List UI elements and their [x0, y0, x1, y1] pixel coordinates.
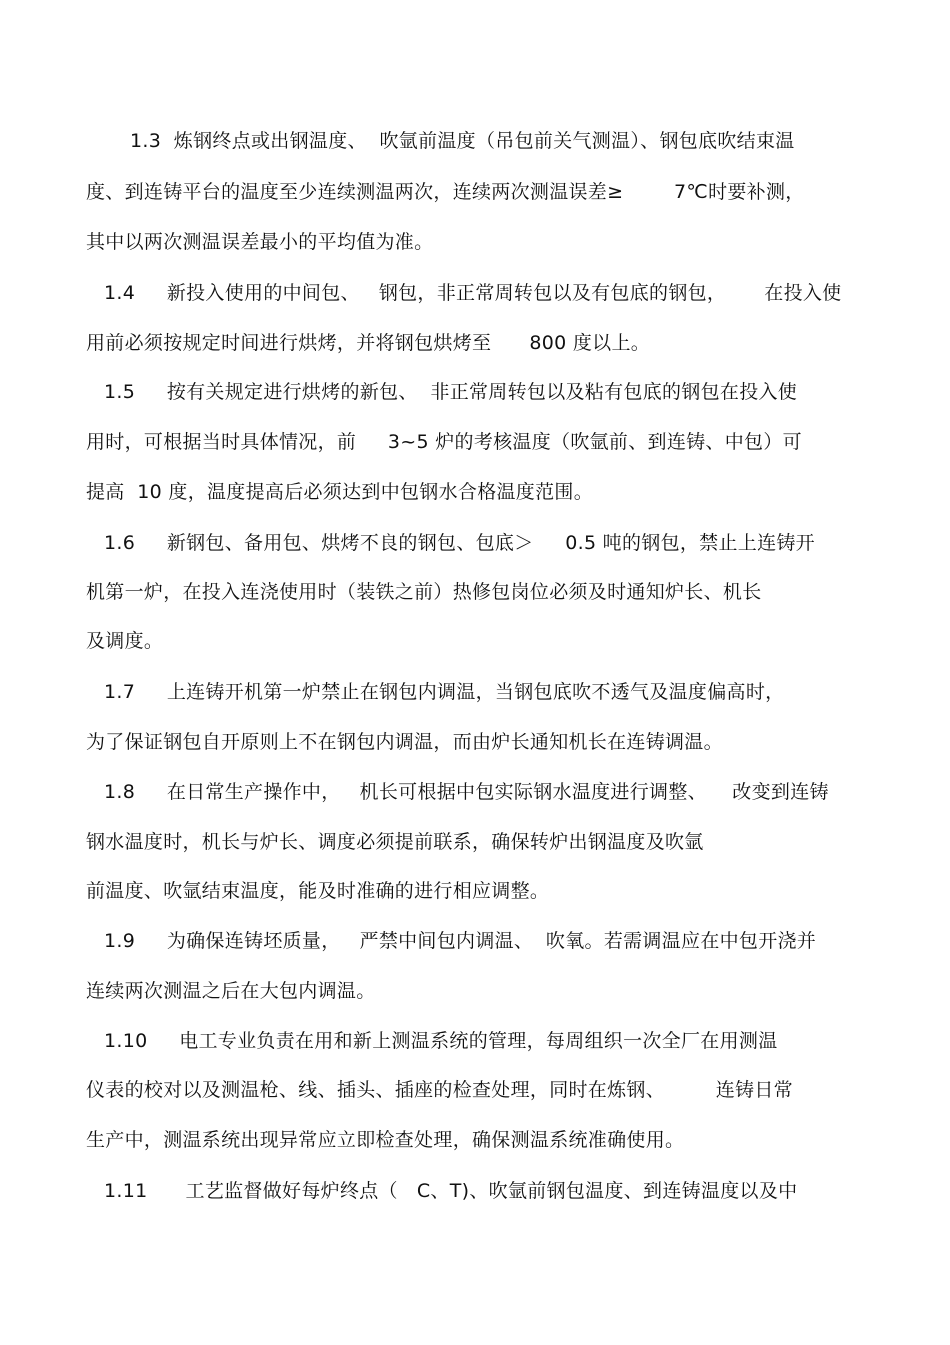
text-line: 1.9 为确保连铸坯质量， 严禁中间包内调温、 吹氧。若需调温应在中包开浇并	[104, 930, 817, 952]
text-line: 1.5 按有关规定进行烘烤的新包、 非正常周转包以及粘有包底的钢包在投入使	[104, 381, 798, 403]
text-line: 前温度、吹氩结束温度，能及时准确的进行相应调整。	[86, 880, 550, 902]
text-line: 1.4 新投入使用的中间包、 钢包，非正常周转包以及有包底的钢包， 在投入使	[104, 282, 842, 304]
text-line: 1.8 在日常生产操作中， 机长可根据中包实际钢水温度进行调整、 改变到连铸	[104, 781, 829, 803]
text-line: 生产中，测温系统出现异常应立即检查处理，确保测温系统准确使用。	[86, 1129, 685, 1151]
text-line: 其中以两次测温误差最小的平均值为准。	[86, 231, 434, 253]
text-line: 度、到连铸平台的温度至少连续测温两次，连续两次测温误差≥ 7℃时要补测，	[86, 181, 805, 203]
text-line: 用时，可根据当时具体情况，前 3~5 炉的考核温度（吹氩前、到连铸、中包）可	[86, 431, 802, 453]
text-line: 用前必须按规定时间进行烘烤，并将钢包烘烤至 800 度以上。	[86, 332, 651, 354]
text-line: 连续两次测温之后在大包内调温。	[86, 980, 376, 1002]
text-line: 机第一炉，在投入连浇使用时（装铁之前）热修包岗位必须及时通知炉长、机长	[86, 581, 762, 603]
text-line: 提高 10 度，温度提高后必须达到中包钢水合格温度范围。	[86, 481, 593, 503]
text-line: 钢水温度时，机长与炉长、调度必须提前联系，确保转炉出钢温度及吹氩	[86, 831, 704, 853]
text-line: 仪表的校对以及测温枪、线、插头、插座的检查处理，同时在炼钢、 连铸日常	[86, 1079, 793, 1101]
text-line: 为了保证钢包自开原则上不在钢包内调温，而由炉长通知机长在连铸调温。	[86, 731, 723, 753]
text-line: 1.10 电工专业负责在用和新上测温系统的管理，每周组织一次全厂在用测温	[104, 1030, 778, 1052]
text-line: 1.11 工艺监督做好每炉终点（ C、T)、吹氩前钢包温度、到连铸温度以及中	[104, 1180, 798, 1202]
text-line: 1.3 炼钢终点或出钢温度、 吹氩前温度（吊包前关气测温）、钢包底吹结束温	[130, 130, 795, 152]
text-line: 1.6 新钢包、备用包、烘烤不良的钢包、包底＞ 0.5 吨的钢包，禁止上连铸开	[104, 532, 815, 554]
text-line: 及调度。	[86, 630, 164, 652]
text-line: 1.7 上连铸开机第一炉禁止在钢包内调温，当钢包底吹不透气及温度偏高时，	[104, 681, 785, 703]
